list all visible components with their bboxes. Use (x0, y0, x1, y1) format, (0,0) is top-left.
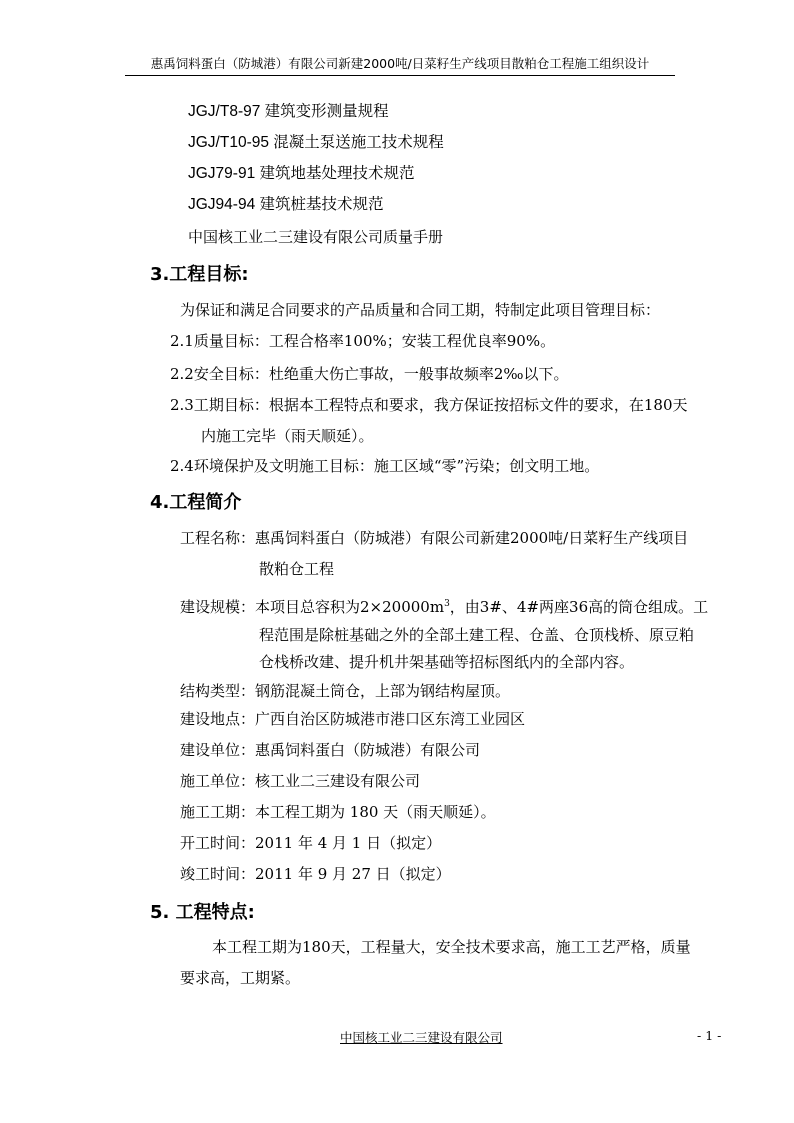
project-scale-cont: 程范围是除桩基础之外的全部土建工程、仓盖、仓顶栈桥、原豆粕 (259, 626, 695, 644)
section-heading: 5. 工程特点: (150, 902, 255, 923)
standard-item: 中国核工业二三建设有限公司质量手册 (188, 228, 444, 246)
project-scale-text-b: ，由3#、4#两座36高的筒仓组成。工 (449, 598, 709, 616)
project-location: 建设地点：广西自治区防城港市港口区东湾工业园区 (180, 710, 526, 728)
section-heading: 4.工程简介 (150, 492, 242, 513)
page-header: 惠禹饲料蛋白（防城港）有限公司新建2000吨/日菜籽生产线项目散粕仓工程施工组织设计 (125, 55, 675, 76)
project-scale (180, 594, 708, 617)
features-text-cont: 要求高，工期紧。 (180, 969, 301, 987)
page-number: - 1 - (697, 1028, 722, 1043)
project-scale-cont: 仓栈桥改建、提升机井架基础等招标图纸内的全部内容。 (259, 653, 635, 671)
goal-environment: 2.4环境保护及文明施工目标：施工区域“零”污染；创文明工地。 (170, 457, 600, 475)
start-date: 开工时间：2011 年 4 月 1 日（拟定） (180, 834, 442, 852)
features-text: 本工程工期为180天，工程量大，安全技术要求高，施工工艺严格，质量 (212, 938, 691, 956)
goal-schedule: 2.3工期目标：根据本工程特点和要求，我方保证按招标文件的要求，在180天 (170, 396, 688, 414)
finish-date: 竣工时间：2011 年 9 月 27 日（拟定） (180, 865, 451, 883)
contractor-unit: 施工单位：核工业二三建设有限公司 (180, 772, 421, 790)
standard-item: JGJ/T8-97 建筑变形测量规程 (188, 103, 389, 120)
project-name-cont: 散粕仓工程 (259, 560, 335, 578)
construction-duration: 施工工期：本工程工期为 180 天（雨天顺延）。 (180, 803, 496, 821)
standard-item: JGJ94-94 建筑桩基技术规范 (188, 196, 384, 213)
goal-quality: 2.1质量目标：工程合格率100%；安装工程优良率90%。 (170, 332, 556, 350)
project-scale-text-a: 建设规模：本项目总容积为2×20000m (180, 598, 445, 616)
standard-item: JGJ79-91 建筑地基处理技术规范 (188, 165, 415, 182)
section3-intro: 为保证和满足合同要求的产品质量和合同工期，特制定此项目管理目标： (180, 301, 661, 319)
superscript: 3 (444, 599, 450, 609)
standard-item: JGJ/T10-95 混凝土泵送施工技术规程 (188, 134, 444, 151)
goal-safety: 2.2安全目标：杜绝重大伤亡事故，一般事故频率2‰以下。 (170, 365, 569, 383)
footer-company: 中国核工业二三建设有限公司 (340, 1030, 503, 1045)
structure-type: 结构类型：钢筋混凝土筒仓，上部为钢结构屋顶。 (180, 682, 511, 700)
owner-unit: 建设单位：惠禹饲料蛋白（防城港）有限公司 (180, 741, 481, 759)
goal-schedule-cont: 内施工完毕（雨天顺延）。 (201, 427, 374, 445)
section-heading: 3.工程目标: (150, 264, 249, 285)
project-name: 工程名称：惠禹饲料蛋白（防城港）有限公司新建2000吨/日菜籽生产线项目 (180, 529, 689, 547)
